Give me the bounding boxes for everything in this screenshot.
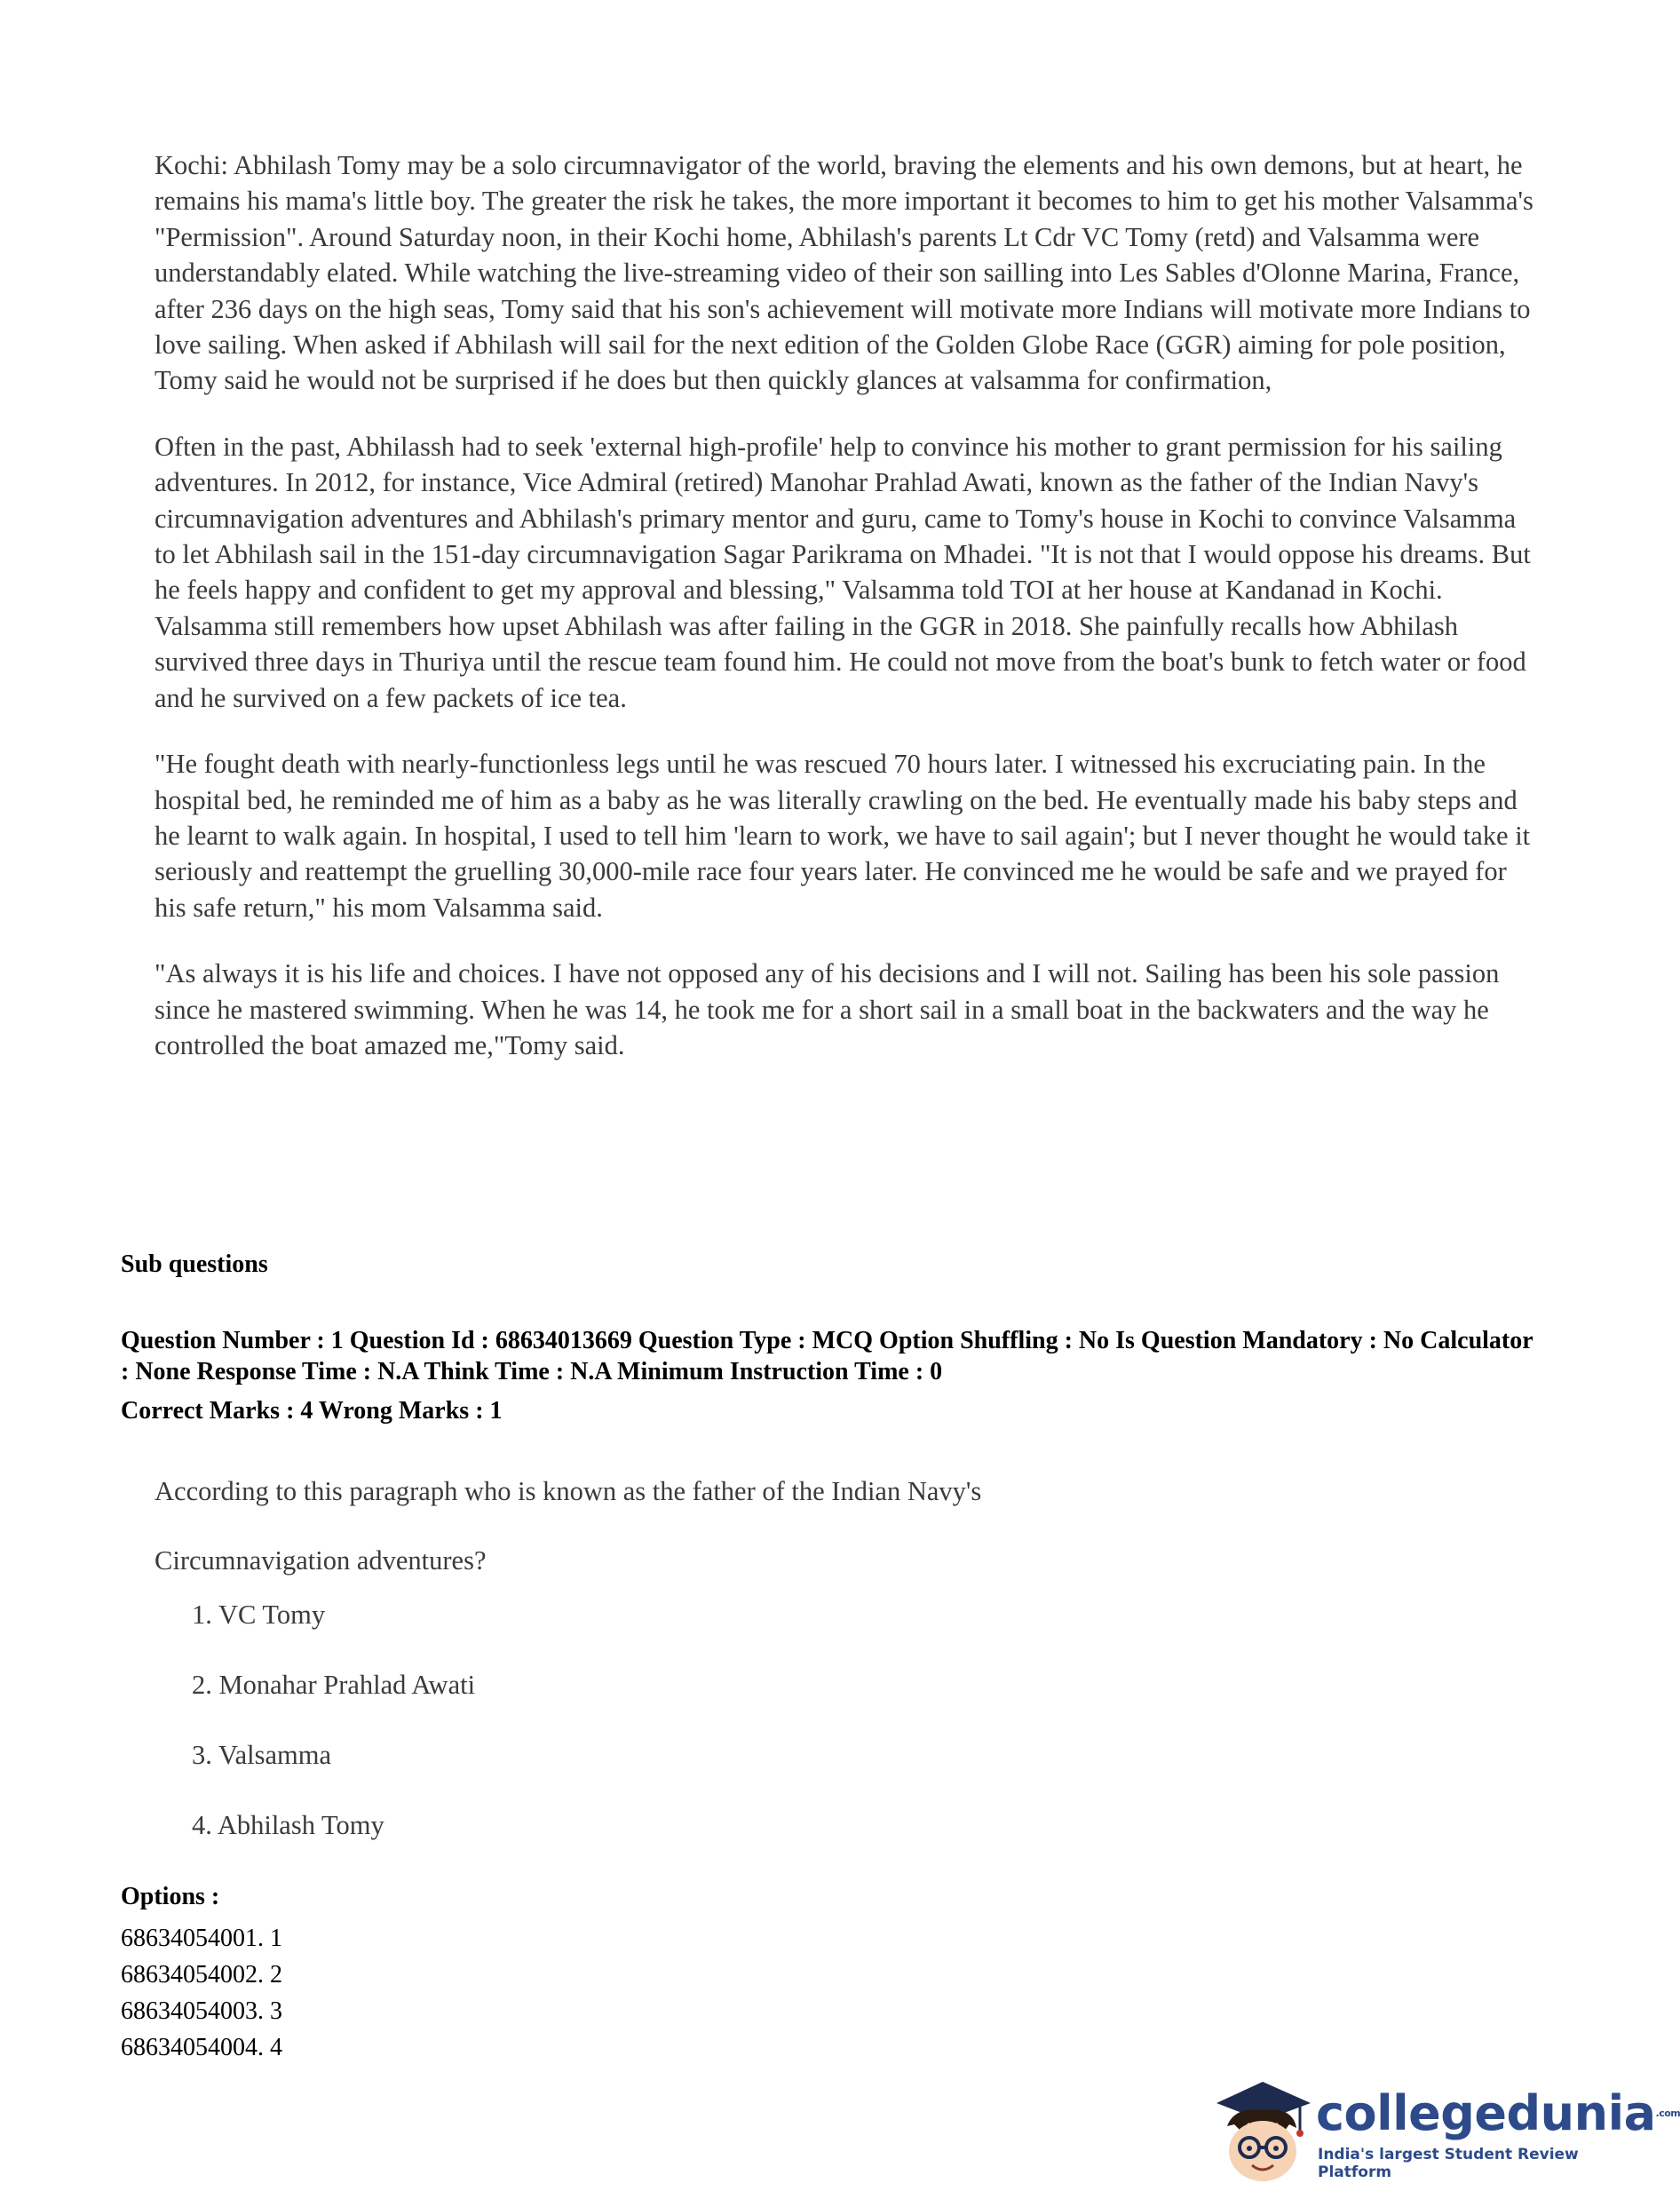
options-label: Options : [121, 1883, 220, 1910]
option-item: 68634054001. 1 [121, 1925, 282, 1952]
answer-choice: 4. Abhilash Tomy [192, 1810, 384, 1840]
question-meta: Question Number : 1 Question Id : 68634013669 Question Type : MCQ Option Shuffling : No Is Question Mandatory : No Calculator : None Response Time : N.A Think Time : N.A Minimum Instruction Time : 0 [121, 1327, 1533, 1385]
answer-choice: 1. VC Tomy [192, 1600, 326, 1630]
passage-paragraph: Kochi: Abhilash Tomy may be a solo circumnavigator of the world, braving the elements and his own demons, but at heart, he remains his mama's little boy. The greater the risk he takes, the more important it becomes to him to get his mother Valsamma's "Permission". Around Saturday noon, in their Kochi home, Abhilash's parents Lt Cdr VC Tomy (retd) and Valsamma were understandably elated. While watching the live-streaming video of their son sailling into Les Sables d'Olonne Marina, France, after 236 days on the high seas, Tomy said that his son's achievement will motivate more Indians will motivate more Indians to love sailing. When asked if Abhilash will sail for the next edition of the Golden Globe Race (GGR) aiming for pole position, Tomy said he would not be surprised if he does but then quickly glances at valsamma for confirmation, [155, 150, 1533, 396]
question-text [155, 1457, 1486, 1595]
option-item: 68634054003. 3 [121, 1997, 282, 2025]
question-text-line: Circumnavigation adventures? [155, 1545, 487, 1576]
answer-choice: 3. Valsamma [192, 1740, 331, 1770]
answer-choices [192, 1597, 475, 1877]
graduate-mascot-icon [1208, 2069, 1314, 2185]
passage-paragraph: "He fought death with nearly-functionless legs until he was rescued 70 hours later. I witnessed his excruciating pain. In the hospital bed, he reminded me of him as a baby as he was literally crawling on the bed. He eventually made his baby steps and he learnt to walk again. In hospital, I used to tell him 'learn to work, we have to sail again'; but I never thought he would take it seriously and reattempt the gruelling 30,000-mile race four years later. He convinced me he would be safe and we prayed for his safe return," his mom Valsamma said. [155, 749, 1531, 923]
brand-domain-suffix: .com [1655, 2108, 1680, 2119]
options-list [121, 1920, 282, 2066]
option-item: 68634054004. 4 [121, 2034, 282, 2061]
passage [155, 147, 1540, 1093]
brand-logo [1208, 2069, 1680, 2185]
brand-name: collegedunia$^{.com}$ [1316, 2085, 1680, 2141]
answer-choice: 2. Monahar Prahlad Awati [192, 1670, 476, 1700]
question-marks: Correct Marks : 4 Wrong Marks : 1 [121, 1397, 503, 1425]
sub-questions-heading: Sub questions [121, 1250, 268, 1278]
passage-paragraph: "As always it is his life and choices. I have not opposed any of his decisions and I will not. Sailing has been his sole passion since he mastered swimming. When he was 14, he took me for a short sail in a small boat in the backwaters and the way he controlled the boat amazed me,"Tomy said. [155, 958, 1500, 1060]
option-item: 68634054002. 2 [121, 1961, 282, 1989]
question-text-line: According to this paragraph who is known as the father of the Indian Navy's [155, 1476, 982, 1506]
passage-paragraph: Often in the past, Abhilassh had to seek 'external high-profile' help to convince his mother to grant permission for his sailing adventures. In 2012, for instance, Vice Admiral (retired) Manohar Prahlad Awati, known as the father of the Indian Navy's circumnavigation adventures and Abhilash's primary mentor and guru, came to Tomy's house in Kochi to convince Valsamma to let Abhilash sail in the 151-day circumnavigation Sagar Parikrama on Mhadei. "It is not that I would oppose his dreams. But he feels happy and confident to get my approval and blessing," Valsamma told TOI at her house at Kandanad in Kochi. Valsamma still remembers how upset Abhilash was after failing in the GGR in 2018. She painfully recalls how Abhilash survived three days in Thuriya until the rescue team found him. He could not move from the boat's bunk to fetch water or food and he survived on a few packets of ice tea. [155, 431, 1531, 713]
brand-tagline: India's largest Student Review Platform [1318, 2146, 1579, 2181]
